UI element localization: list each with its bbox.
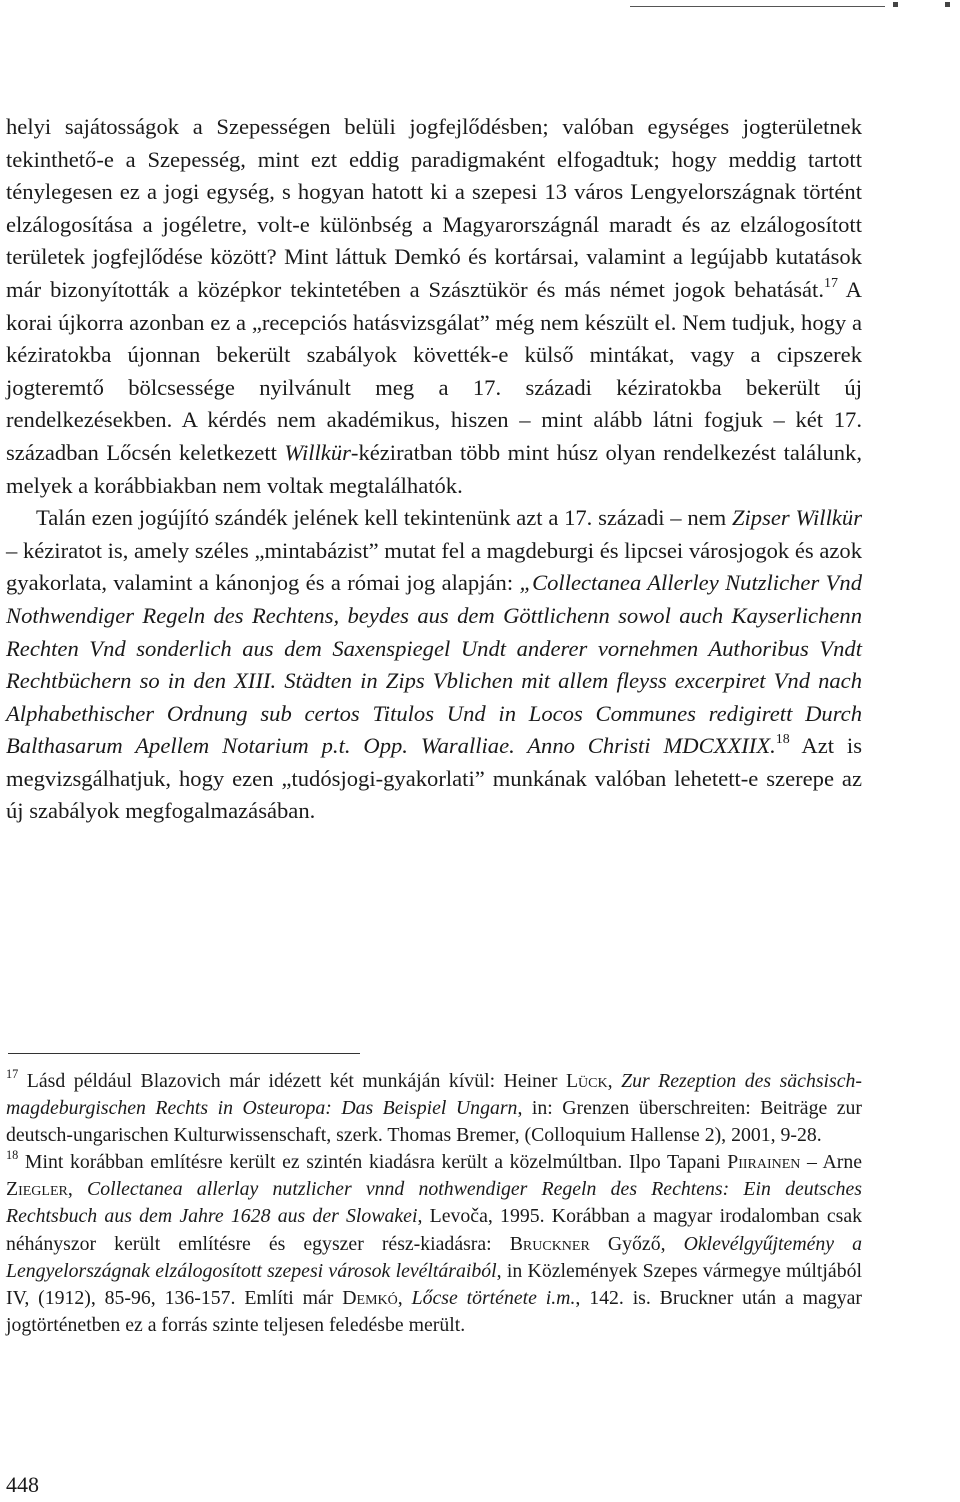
footnote-separator [8,1053,360,1054]
header-mark [893,2,898,7]
page-number: 448 [6,1472,39,1497]
footnote-ref-18[interactable]: 18 [775,732,790,748]
source-title: „Collectanea Allerley Nutzlicher Vnd Nothwendiger Regeln des Rechtens, beydes aus dem Göttlichenn sowol auch Kayserlichenn Rechten Vnd sonderlich aus dem Saxenspiegel Undt anderer vornehmen Authoribus Vndt Rechtbüchern so in den XIII. Städten in Zips Vblichen mit allem fleyss excerpiret Vnd nach Alphabethischer Ordnung sub certos Titulos Und in Locos Communes redigirett Durch Balthasarum Apellem Notarium p.t. Opp. Waralliae. Anno Christi MDCXXIIX. [6,570,863,759]
header-rule [630,6,885,7]
footnotes [6,1068,862,1339]
footnote-18: $^{18}$ Mint korábban említésre került ez szintén kiadásra került a közelmúltban. Ilpo Tapani Piirainen – Arne Ziegler, Collectanea allerlay nutzlicher vnnd nothwendiger Regeln des Rechtens: Ein deutsches Rechtsbuch aus dem Jahre 1628 aus der Slowakei, Levoča, 1995. Korábban a magyar irodalomban csak néhányszor került említésre és egyszer rész-kiadásra: Bruckner Győző, Oklevélgyűjtemény a Lengyelországnak elzálogosított szepesi városok levéltáraiból, in Közlemények Szepes vármegye múltjából IV, (1912), 85-96, 136-157. Említi már Demkó, Lőcse története i.m., 142. is. Bruckner után a magyar jogtörténetben ez a forrás szinte teljesen feledésbe merült. [6,1148,862,1336]
paragraph-1: helyi sajátosságok a Szepességen belüli jogfejlődésben; valóban egységes jogterületnek tekinthető-e a Szepesség, mint ezt eddig paradigmaként elfogadtuk; hogy meddig tartott ténylegesen ez a jogi egység, s hogyan hatott ki a szepesi 13 város Lengyelországnak történt elzálogosítása a jogéletre, volt-e különbség a Magyarországnál maradt és az elzálogosított területek jogfejlődése között? Mint láttuk Demkó és kortársai, valamint a legújabb kutatások már bizonyították a középkor tekintetében a Szásztükör és más német jogok behatását.$^{17}$ A korai újkorra azonban ez a „recepciós hatásvizsgálat” még nem készült el. Nem tudjuk, hogy a kéziratokba újonnan bekerült szabályok követték-e külső mintákat, vagy a cipszerek jogteremtő bölcsessége nyilvánult meg a 17. századi kéziratokba bekerült új rendelkezésekben. A kérdés nem akadémikus, hiszen – mint alább látni fogjuk – két 17. században Lőcsén keletkezett Willkür-kéziratban több mint húsz olyan rendelkezést találunk, melyek a korábbiakban nem voltak megtalálhatók. [6,114,863,498]
footnote-ref-17[interactable]: 17 [823,276,838,292]
footnote-17: $^{17}$ Lásd például Blazovich már idézett két munkáján kívül: Heiner Lück, Zur Rezeption des sächsisch-magdeburgischen Rechts in Osteuropa: Das Beispiel Ungarn, in: Grenzen überschreiten: Beiträge zur deutsch-ungarischen Kulturwissenschaft, szerk. Thomas Bremer, (Colloquium Hallense 2), 2001, 9-28. [6,1067,862,1147]
main-text [6,111,862,828]
header-mark [945,2,950,7]
paragraph-2: Talán ezen jogújító szándék jelének kell tekintenünk azt a 17. századi – nem Zipser Willkür – kéziratot is, amely széles „mintabázist” mutat fel a magdeburgi és lipcsei városjogok és azok gyakorlata, valamint a kánonjog és a római jog alapján: „Collectanea Allerley Nutzlicher Vnd Nothwendiger Regeln des Rechtens, beydes aus dem Göttlichenn sowol auch Kayserlichenn Rechten Vnd sonderlich aus dem Saxenspiegel Undt anderer vornehmen Authoribus Vndt Rechtbüchern so in den XIII. Städten in Zips Vblichen mit allem fleyss excerpiret Vnd nach Alphabethischer Ordnung sub certos Titulos Und in Locos Communes redigirett Durch Balthasarum Apellem Notarium p.t. Opp. Waralliae. Anno Christi MDCXXIIX.$^{18}$ Azt is megvizsgálhatjuk, hogy ezen „tudósjogi-gyakorlati” munkának valóban lehetett-e szerepe az új szabályok megfogalmazásában. [6,505,863,824]
